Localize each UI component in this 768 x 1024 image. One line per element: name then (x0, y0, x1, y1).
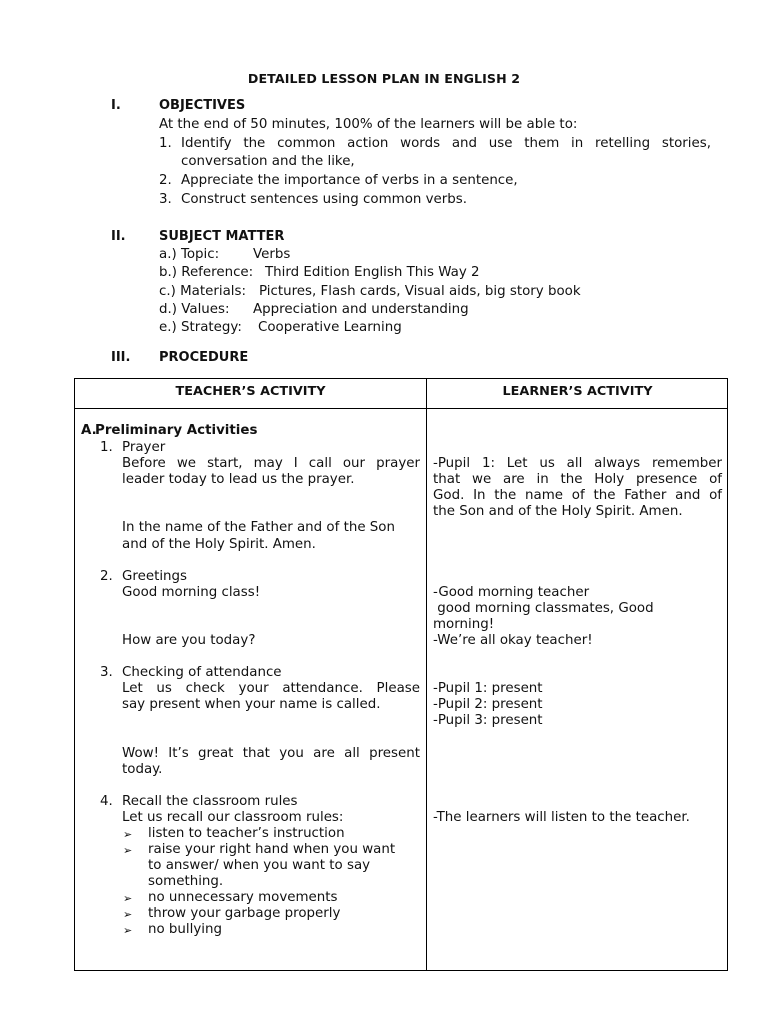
greetings-learner-line: morning! (433, 617, 495, 632)
prayer-closing-line: In the name of the Father and of the Son (122, 520, 395, 535)
rule-item: no unnecessary movements (148, 890, 338, 905)
subject-materials-value: Pictures, Flash cards, Visual aids, big story book (259, 284, 581, 299)
prayer-learner-line: the Son and of the Holy Spirit. Amen. (433, 504, 683, 519)
arrowhead-bullet-icon: ➢ (123, 828, 133, 841)
prayer-closing-line: and of the Holy Spirit. Amen. (122, 537, 316, 552)
subject-reference-value: Third Edition English This Way 2 (265, 265, 480, 280)
attendance-learner-line: -Pupil 3: present (433, 713, 543, 728)
subject-matter-heading: SUBJECT MATTER (159, 229, 285, 244)
subject-strategy-label: e.) Strategy: (159, 320, 242, 335)
greetings-teacher-question: How are you today? (122, 633, 256, 648)
document-title: DETAILED LESSON PLAN IN ENGLISH 2 (247, 71, 521, 86)
prayer-title: Prayer (122, 440, 166, 455)
prayer-number: 1. (100, 440, 113, 455)
rule-item: raise your right hand when you want (148, 842, 396, 857)
objective-text-cont: conversation and the like, (181, 154, 355, 169)
arrowhead-bullet-icon: ➢ (123, 892, 133, 905)
subject-topic-value: Verbs (253, 247, 291, 262)
rule-item-cont: something. (148, 874, 224, 889)
arrowhead-bullet-icon: ➢ (123, 908, 133, 921)
rules-number: 4. (100, 794, 113, 809)
attendance-title: Checking of attendance (122, 665, 282, 680)
objective-number: 1. (159, 136, 172, 151)
rule-item: throw your garbage properly (148, 906, 341, 921)
objectives-intro: At the end of 50 minutes, 100% of the learners will be able to: (159, 117, 578, 132)
subject-topic-label: a.) Topic: (159, 247, 220, 262)
procedure-table (74, 378, 728, 971)
rule-item: no bullying (148, 922, 222, 937)
prayer-teacher-line: leader today to lead us the prayer. (122, 472, 355, 487)
subject-values-label: d.) Values: (159, 302, 230, 317)
greetings-teacher-line: Good morning class! (122, 585, 261, 600)
procedure-numeral: III. (111, 350, 131, 365)
table-header-divider (75, 408, 727, 409)
rules-intro: Let us recall our classroom rules: (122, 810, 344, 825)
prayer-learner-line: God. In the name of the Father and of (433, 488, 722, 503)
learner-activity-header: LEARNER’S ACTIVITY (502, 384, 653, 399)
rules-title: Recall the classroom rules (122, 794, 298, 809)
greetings-number: 2. (100, 569, 113, 584)
arrowhead-bullet-icon: ➢ (123, 924, 133, 937)
procedure-heading: PROCEDURE (159, 350, 249, 365)
attendance-number: 3. (100, 665, 113, 680)
attendance-teacher-line: say present when your name is called. (122, 697, 381, 712)
arrowhead-bullet-icon: ➢ (123, 844, 133, 857)
prayer-learner-line: that we are in the Holy presence of (433, 472, 722, 487)
greetings-title: Greetings (122, 569, 187, 584)
rule-item: listen to teacher’s instruction (148, 826, 345, 841)
attendance-praise-line: today. (122, 762, 163, 777)
subject-matter-numeral: II. (111, 229, 126, 244)
attendance-teacher-line: Let us check your attendance. Please (122, 681, 420, 696)
section-title: Preliminary Activities (95, 423, 258, 438)
objectives-heading: OBJECTIVES (159, 98, 246, 113)
subject-materials-label: c.) Materials: (159, 284, 246, 299)
objective-text: Construct sentences using common verbs. (181, 192, 468, 207)
prayer-teacher-line: Before we start, may I call our prayer (122, 456, 420, 471)
section-label: A. (81, 423, 97, 438)
attendance-learner-line: -Pupil 1: present (433, 681, 543, 696)
greetings-learner-answer: -We’re all okay teacher! (433, 633, 593, 648)
subject-values-value: Appreciation and understanding (253, 302, 469, 317)
objective-number: 3. (159, 192, 172, 207)
objective-number: 2. (159, 173, 172, 188)
greetings-learner-line: -Good morning teacher (433, 585, 590, 600)
prayer-learner-line: -Pupil 1: Let us all always remember (433, 456, 722, 471)
objectives-numeral: I. (111, 98, 121, 113)
objective-text: Identify the common action words and use them in retelling stories, (181, 136, 711, 151)
objective-text: Appreciate the importance of verbs in a sentence, (181, 173, 518, 188)
subject-reference-label: b.) Reference: (159, 265, 254, 280)
table-column-divider (426, 379, 427, 970)
rules-learner-line: -The learners will listen to the teacher. (433, 810, 690, 825)
subject-strategy-value: Cooperative Learning (258, 320, 402, 335)
greetings-learner-line: good morning classmates, Good (433, 601, 654, 616)
rule-item-cont: to answer/ when you want to say (148, 858, 371, 873)
teacher-activity-header: TEACHER’S ACTIVITY (175, 384, 326, 399)
attendance-learner-line: -Pupil 2: present (433, 697, 543, 712)
attendance-praise-line: Wow! It’s great that you are all present (122, 746, 420, 761)
